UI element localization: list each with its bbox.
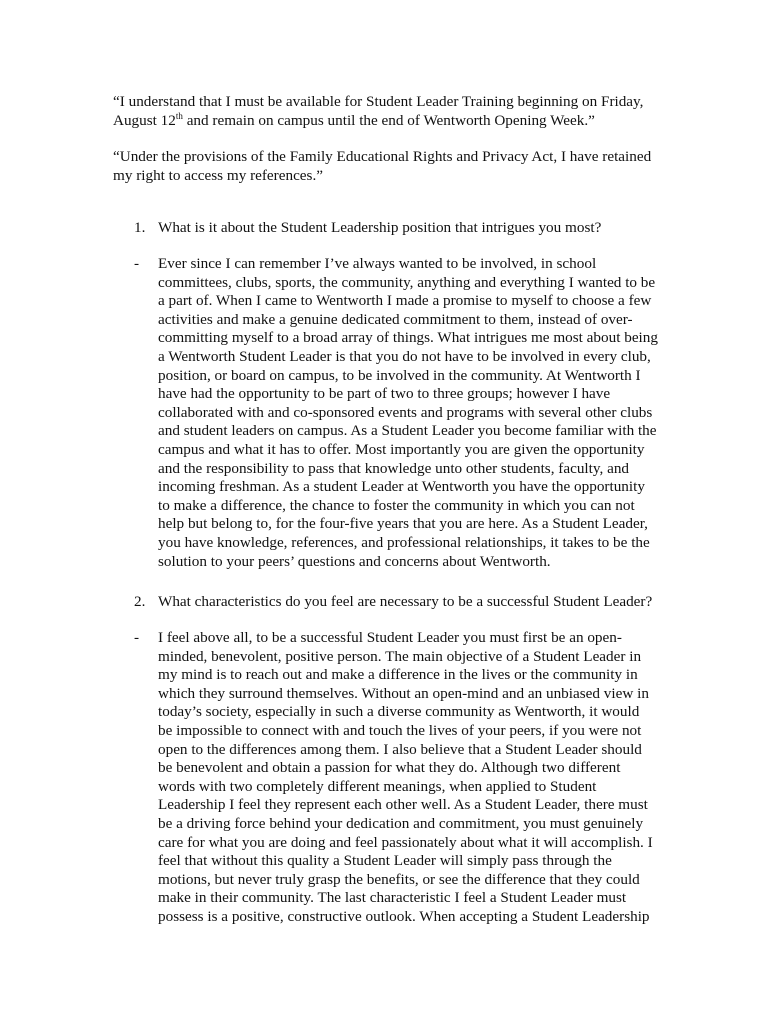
answer-line: which they surround themselves. Without an open-mind and an unbiased view in	[158, 684, 649, 702]
answer-line: solution to your peers’ questions and concerns about Wentworth.	[158, 552, 551, 570]
privacy-statement	[113, 148, 673, 185]
answer-line: possess is a positive, constructive outlook. When accepting a Student Leadership	[158, 907, 650, 925]
availability-statement	[113, 93, 673, 130]
question-text: What is it about the Student Leadership position that intrigues you most?	[158, 219, 602, 236]
statement-line: my right to access my references.”	[113, 166, 323, 184]
answer-dash: -	[134, 255, 140, 272]
question-number: 2.	[134, 593, 146, 610]
answer-line: care for what you are doing and feel passionately about what it will accomplish. I	[158, 833, 653, 851]
answer-line: help but belong to, for the four-five years that you are here. As a Student Leader,	[158, 515, 648, 533]
answer-line: committing myself to a broad array of things. What intrigues me most about being	[158, 329, 658, 347]
answer-line: my mind is to reach out and make a difference in the lives or the community in	[158, 666, 638, 684]
answer-line: to make a difference, the chance to foster the community in which you can not	[158, 496, 635, 514]
answer-text	[158, 629, 654, 927]
question-text: What characteristics do you feel are necessary to be a successful Student Leader?	[158, 593, 653, 610]
answer-line: Ever since I can remember I’ve always wanted to be involved, in school	[158, 255, 597, 272]
answer-line: I feel above all, to be a successful Student Leader you must first be an open-	[158, 629, 622, 646]
answer-line: you have knowledge, references, and professional relationships, it takes to be the	[158, 533, 650, 551]
answer-line: a part of. When I came to Wentworth I made a promise to myself to choose a few	[158, 292, 652, 310]
answer-line: be a driving force behind your dedication and commitment, you must genuinely	[158, 814, 644, 832]
question-number: 1.	[134, 219, 146, 236]
answer-dash: -	[134, 629, 140, 646]
statement-line	[113, 112, 673, 131]
answer-line: Leadership I feel they represent each other well. As a Student Leader, there must	[158, 796, 648, 814]
answer-line: have had the opportunity to be part of two to three groups; however I have	[158, 385, 611, 403]
answer-2	[134, 629, 674, 927]
answer-line: activities and make a genuine dedicated commitment to them, instead of over-	[158, 310, 633, 328]
answer-line: a Wentworth Student Leader is that you do not have to be involved in every club,	[158, 347, 651, 365]
answer-line: incoming freshman. As a student Leader at Wentworth you have the opportunity	[158, 478, 645, 496]
answer-line: committees, clubs, sports, the community, anything and everything I wanted to be	[158, 273, 656, 291]
answer-line: minded, benevolent, positive person. The main objective of a Student Leader in	[158, 647, 642, 665]
answer-line: make in their community. The last characteristic I feel a Student Leader must	[158, 889, 627, 907]
question-1	[134, 219, 694, 238]
answer-line: position, or board on campus, to be involved in the community. At Wentworth I	[158, 366, 641, 384]
statement-date-suffix: th	[175, 110, 183, 121]
answer-line: today’s society, especially in such a diverse community as Wentworth, it would	[158, 703, 640, 721]
answer-line: and the responsibility to pass that knowledge unto other students, faculty, and	[158, 459, 630, 477]
answer-1	[134, 255, 674, 571]
statement-text: and remain on campus until the end of Wentworth Opening Week.”	[182, 111, 595, 129]
answer-line: be impossible to connect with and touch the lives of your peers, if you were not	[158, 721, 642, 739]
answer-line: collaborated with and co-sponsored events and programs with several other clubs	[158, 403, 653, 421]
statement-date: August 12	[113, 111, 176, 129]
answer-line: campus and what it has to offer. Most importantly you are given the opportunity	[158, 440, 645, 458]
answer-line: motions, but never truly grasp the benefits, or see the difference that they could	[158, 870, 640, 888]
answer-line: open to the differences among them. I also believe that a Student Leader should	[158, 740, 642, 758]
answer-line: words with two completely different meanings, when applied to Student	[158, 777, 597, 795]
answer-line: feel that without this quality a Student Leader will simply pass through the	[158, 852, 612, 870]
answer-text	[158, 255, 658, 571]
statement-line: “Under the provisions of the Family Educational Rights and Privacy Act, I have retained	[113, 148, 652, 165]
statement-line: “I understand that I must be available for Student Leader Training beginning on Friday,	[113, 93, 644, 110]
answer-line: and student leaders on campus. As a Student Leader you become familiar with the	[158, 422, 657, 440]
answer-line: be benevolent and obtain a passion for what they do. Although two different	[158, 759, 621, 777]
question-2	[134, 593, 694, 612]
